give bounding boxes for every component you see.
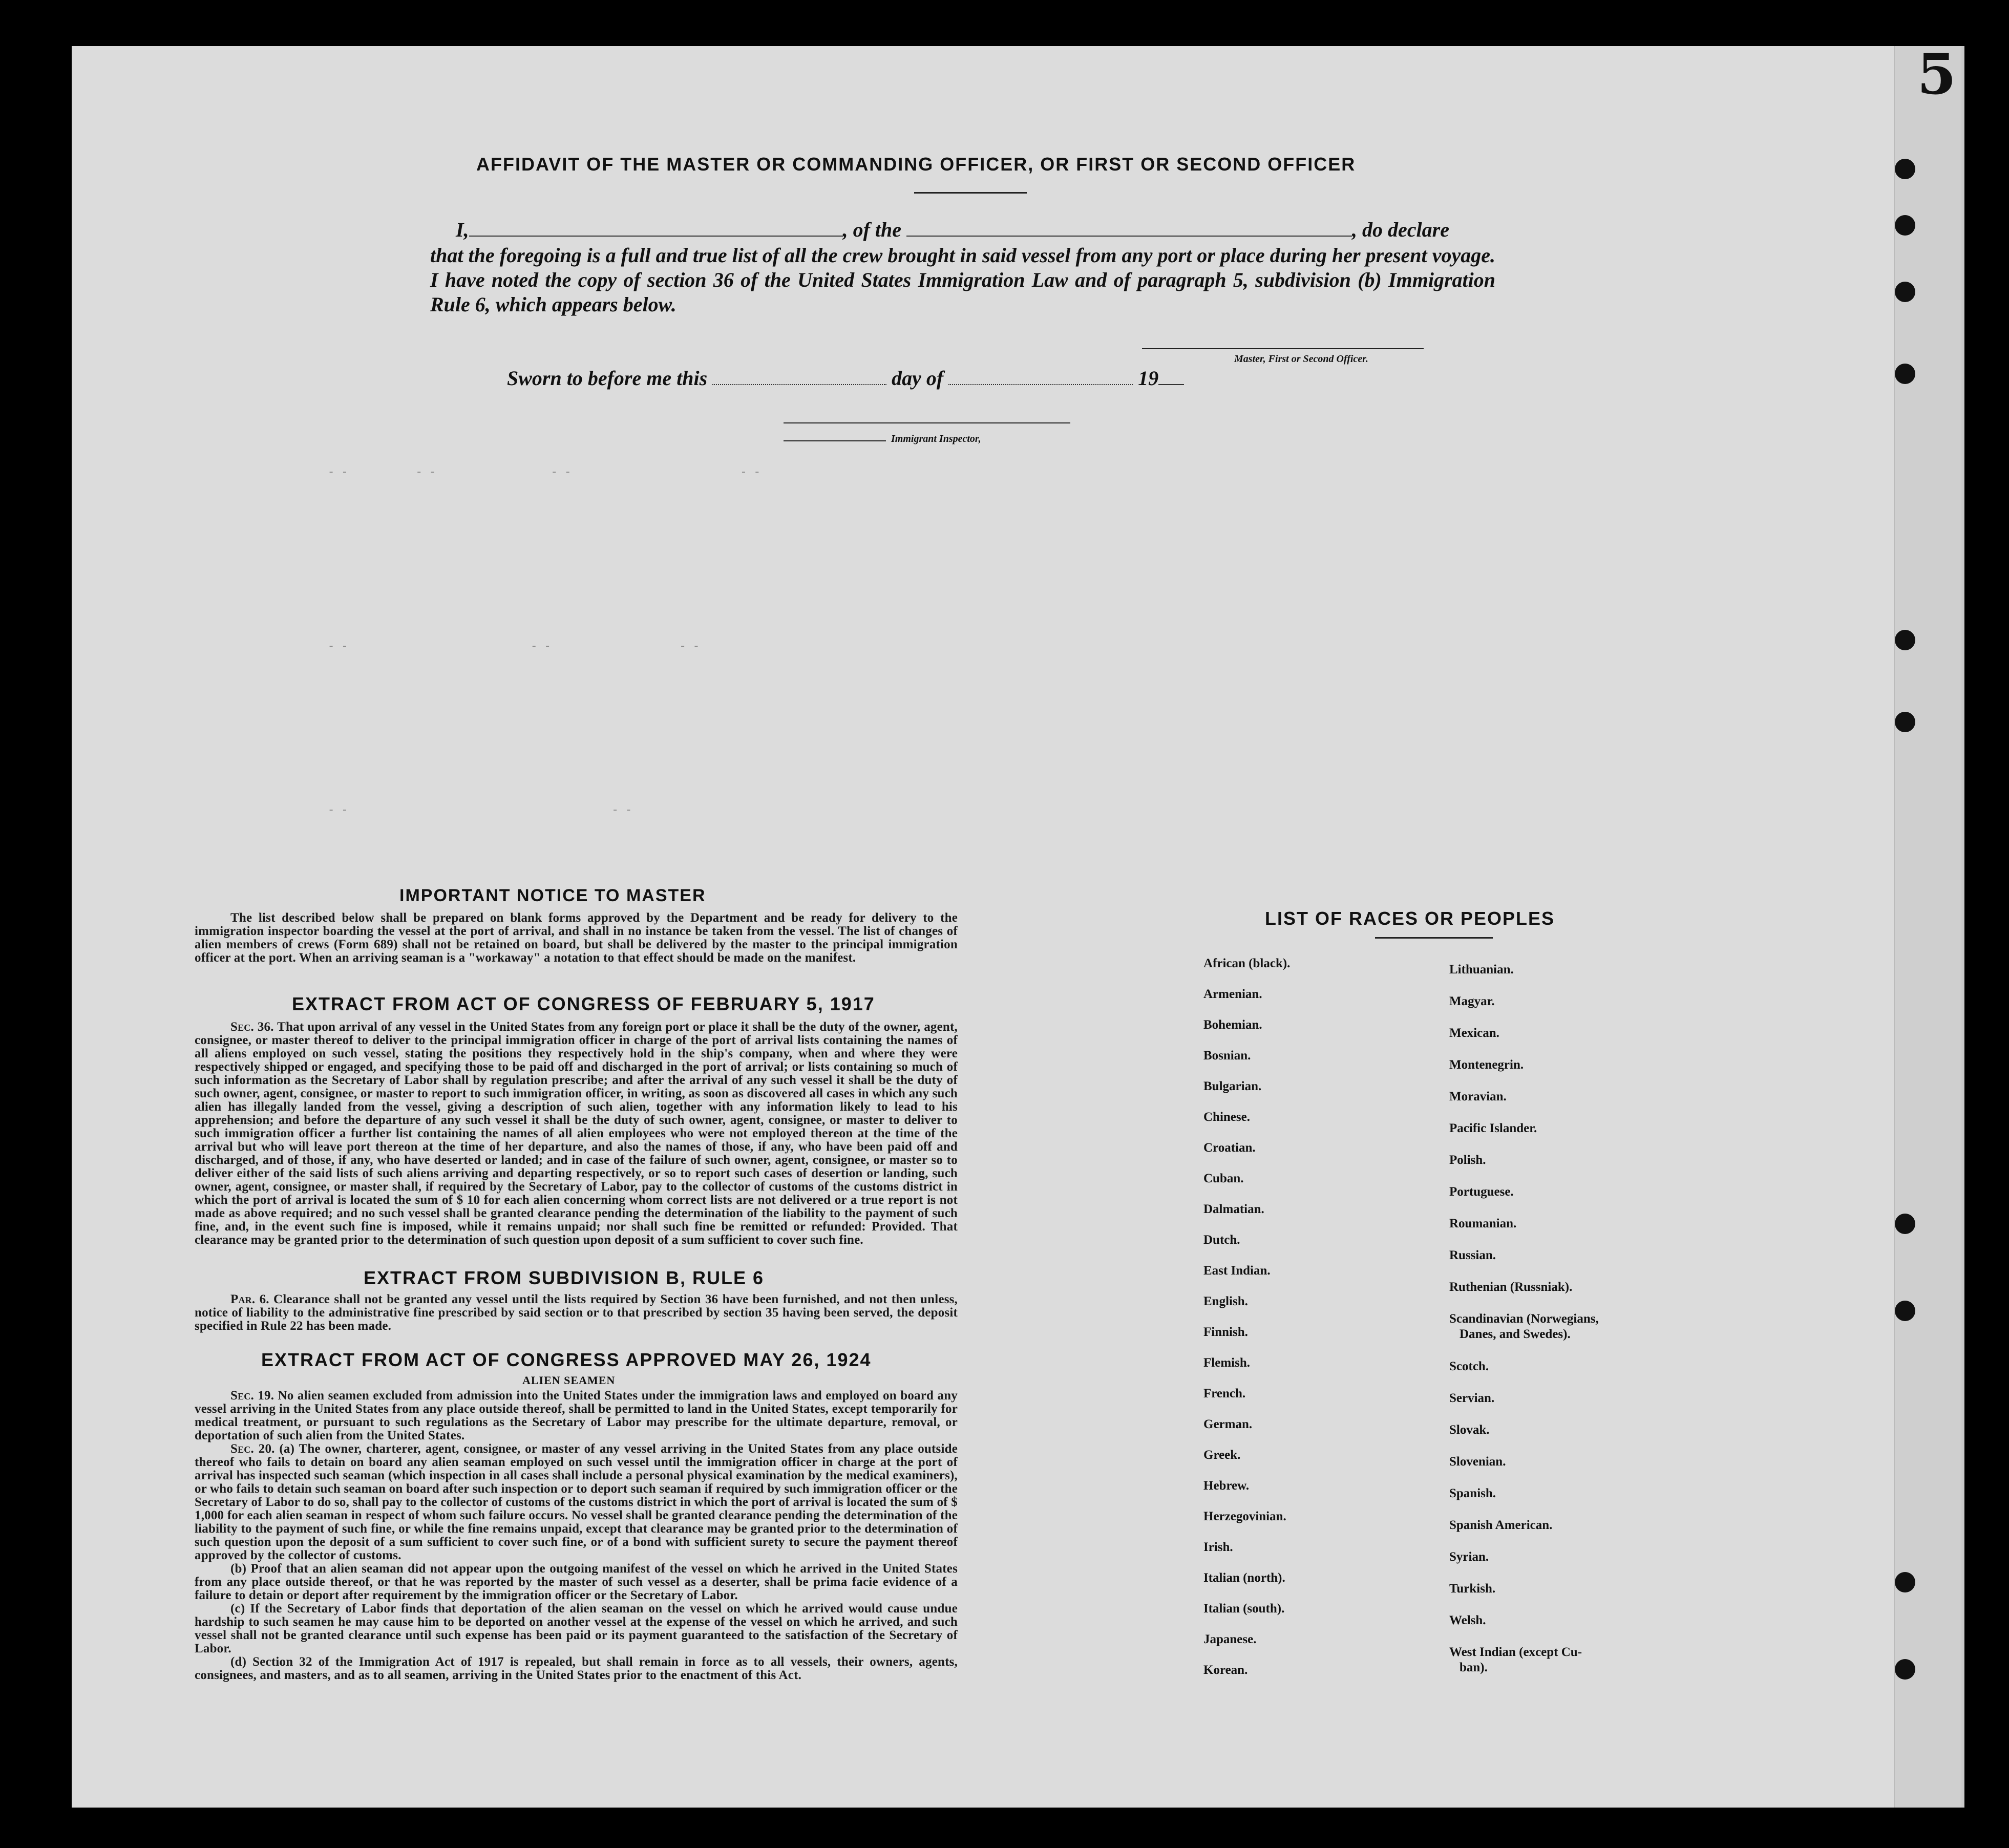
par-6-text: Clearance shall not be granted any vessel until the lists required by Section 36 have been furnished, and not then unless, notice of liability to the administrative fine prescribed by said section or to that prescribed by section 35 having been served, the deposit specified in Rule 22 has been made.: [195, 1292, 958, 1333]
punch-hole: [1895, 1659, 1915, 1680]
sworn-prefix: Sworn to before me this: [507, 367, 708, 390]
races-title-underline: [1375, 937, 1493, 939]
sec-20d-paragraph: (d) Section 32 of the Immigration Act of 1917 is repealed, but shall remain in force as to all vessels, their owners, agents, consignees, and masters, and as to all seamen, arriving in the United States prior to the enactment of this Act.: [195, 1655, 958, 1682]
sworn-day-field[interactable]: [712, 369, 886, 385]
race-item: Danes, and Swedes).: [1460, 1327, 1571, 1341]
race-item: Irish.: [1203, 1540, 1233, 1554]
race-item: Ruthenian (Russniak).: [1449, 1280, 1573, 1294]
vessel-name-field[interactable]: [906, 220, 1352, 237]
document-sheet: [72, 46, 1964, 1808]
race-item: Spanish.: [1449, 1486, 1496, 1500]
officer-name-field[interactable]: [469, 220, 843, 237]
race-item: Montenegrin.: [1449, 1058, 1524, 1072]
notice-body: The list described below shall be prepared on blank forms approved by the Department and be ready for delivery to the immigration inspector boarding the vessel at the port of arrival, and shall in no instance be taken from the vessel. The list of changes of alien members of crews (Form 689) shall not be retained on board, but shall be delivered by the master to the principal immigration officer at the port. When an arriving seaman is a "workaway" a notation to that effect should be made on the manifest.: [195, 911, 958, 965]
race-item: Italian (north).: [1203, 1571, 1285, 1585]
race-item: Bulgarian.: [1203, 1079, 1262, 1093]
extract-1917-body: [195, 1021, 958, 1247]
race-item: Turkish.: [1449, 1582, 1496, 1596]
punch-hole: [1895, 1214, 1915, 1234]
race-item: Syrian.: [1449, 1550, 1489, 1564]
race-item: Armenian.: [1203, 987, 1262, 1001]
punch-hole: [1895, 282, 1915, 302]
races-title: LIST OF RACES OR PEOPLES: [1265, 908, 1555, 929]
race-item: Roumanian.: [1449, 1217, 1517, 1230]
par-6-label: Par. 6.: [230, 1292, 269, 1306]
punch-hole: [1895, 1572, 1915, 1592]
race-item: Russian.: [1449, 1248, 1496, 1262]
extract-1917-title: EXTRACT FROM ACT OF CONGRESS OF FEBRUARY 5, 1917: [292, 993, 875, 1014]
extract-rule6-title: EXTRACT FROM SUBDIVISION B, RULE 6: [364, 1267, 765, 1288]
race-item: ban).: [1460, 1661, 1488, 1674]
race-item: West Indian (except Cu-: [1449, 1645, 1582, 1659]
affidavit-line-1: [430, 218, 1480, 242]
race-item: Welsh.: [1449, 1613, 1486, 1627]
signature-caption: Master, First or Second Officer.: [1234, 353, 1368, 365]
sec-19-label: Sec. 19.: [230, 1389, 274, 1403]
race-item: East Indian.: [1203, 1264, 1271, 1278]
race-item: Polish.: [1449, 1153, 1486, 1167]
punch-hole: [1895, 630, 1915, 650]
extract-rule6-body: [195, 1293, 958, 1333]
race-item: Spanish American.: [1449, 1518, 1553, 1532]
punch-hole: [1895, 712, 1915, 732]
race-item: English.: [1203, 1294, 1248, 1308]
signature-line[interactable]: [1142, 348, 1424, 349]
race-item: Finnish.: [1203, 1325, 1248, 1339]
sec-20a-paragraph: [195, 1442, 958, 1562]
race-item: Greek.: [1203, 1448, 1241, 1462]
race-item: German.: [1203, 1417, 1253, 1431]
sec-20c-paragraph: (c) If the Secretary of Labor finds that deportation of the alien seaman on the vessel on which he arrived would cause undue hardship to such seamen he may cause him to be deported on another vessel at the expense of the vessel on which he arrived, and such vessel shall not be granted clearance until such expense has been paid or its payment guaranteed to the satisfaction of the Secretary of Labor.: [195, 1602, 958, 1655]
inspector-line[interactable]: [784, 422, 1070, 423]
race-item: Dutch.: [1203, 1233, 1240, 1247]
race-item: Croatian.: [1203, 1141, 1256, 1155]
bleed-through-marks: - - - - - -: [328, 640, 700, 653]
race-item: Flemish.: [1203, 1356, 1250, 1370]
race-item: Slovak.: [1449, 1423, 1490, 1437]
sec-36-label: Sec. 36.: [230, 1020, 274, 1034]
race-item: Moravian.: [1449, 1090, 1507, 1103]
race-item: Slovenian.: [1449, 1455, 1506, 1469]
punch-hole: [1895, 215, 1915, 236]
affidavit-i: I,: [456, 218, 469, 241]
extract-1924-title: EXTRACT FROM ACT OF CONGRESS APPROVED MAY 26, 1924: [261, 1349, 872, 1370]
race-item: Lithuanian.: [1449, 963, 1514, 976]
punch-hole: [1895, 364, 1915, 384]
affidavit-do-declare: , do declare: [1352, 218, 1449, 241]
race-item: African (black).: [1203, 957, 1291, 970]
race-item: Magyar.: [1449, 994, 1495, 1008]
sec-19-paragraph: [195, 1389, 958, 1442]
race-item: Korean.: [1203, 1663, 1248, 1677]
punch-hole: [1895, 159, 1915, 179]
affidavit-body: that the foregoing is a full and true list of all the crew brought in said vessel from any port or place during her present voyage. I have noted the copy of section 36 of the United States Immigration Law and of paragraph 5, subdivision (b) Immigration Rule 6, which appears below.: [430, 244, 1495, 316]
affidavit-of-the: , of the: [842, 218, 902, 241]
notice-title: IMPORTANT NOTICE TO MASTER: [399, 886, 706, 905]
race-item: Hebrew.: [1203, 1479, 1250, 1493]
bleed-through-marks: - - - - - - - -: [328, 466, 760, 479]
race-item: Bosnian.: [1203, 1049, 1251, 1063]
sec-20-label: Sec. 20.: [230, 1442, 275, 1456]
race-item: Italian (south).: [1203, 1602, 1285, 1616]
punch-hole: [1895, 1301, 1915, 1321]
sworn-year-field[interactable]: [1158, 369, 1184, 385]
race-item: Scotch.: [1449, 1360, 1489, 1373]
sworn-line: [507, 366, 1275, 391]
race-item: Japanese.: [1203, 1632, 1257, 1646]
race-item: French.: [1203, 1387, 1246, 1400]
title-underline: [914, 192, 1027, 194]
race-item: Mexican.: [1449, 1026, 1499, 1040]
sworn-month-field[interactable]: [948, 369, 1133, 385]
sworn-day-label: day of: [892, 367, 944, 390]
inspector-line-short: [784, 440, 886, 441]
corner-page-mark: 5: [1917, 46, 1956, 107]
bleed-through-marks: - - - -: [328, 804, 632, 817]
affidavit-title: AFFIDAVIT OF THE MASTER OR COMMANDING OFFICER, OR FIRST OR SECOND OFFICER: [476, 154, 1356, 175]
inspector-caption: Immigrant Inspector,: [891, 433, 981, 444]
sec-19-text: No alien seamen excluded from admission into the United States under the immigration laws and employed on board any vessel arriving in the United States from any place outside thereof, shall be permitted to land in the United States, except temporarily for medical treatment, or pursuant to such regulations as the Secretary of Labor may prescribe for the ultimate departure, removal, or deportation of such alien from the United States.: [195, 1389, 958, 1442]
sec-36-text: That upon arrival of any vessel in the United States from any foreign port or place it shall be the duty of the owner, agent, consignee, or master thereof to deliver to the principal immigration officer in charge of the port of arrival lists containing the names of all aliens employed on such vessel, stating the positions they respectively hold in the ship's company, when and where they were respectively shipped or engaged, and specifying those to be paid off and discharged in the port of arrival; or lists containing so much of such information as the Secretary of Labor shall by regulation prescribe; and after the arrival of any such vessel it shall be the duty of such owner, agent, consignee, or master to report to such immigration officer, in writing, as soon as discovered all cases in which any such alien has illegally landed from the vessel, giving a description of such alien, together with any information likely to lead to his apprehension; and before the departure of any such vessel it shall be the duty of such owner, agent, consignee, or master to deliver to such immigration officer a further list containing the names of all alien employees who were not employed thereon at the time of the arrival but who will leave port thereon at the time of her departure, and also the names of those, if any, who have been paid off and discharged, and of those, if any, who have deserted or landed; and in case of the failure of such owner, agent, consignee, or master so to deliver either of the said lists of such aliens arriving and departing respectively, or so to report such cases of desertion or landing, such owner, agent, consignee, or master shall, if required by the Secretary of Labor, pay to the collector of customs of the customs district in which the port of arrival is located the sum of $ 10 for each alien concerning whom correct lists are not delivered or a true report is not made as above required; and no such vessel shall be granted clearance pending the determination of the liability to the payment of such fine, and, in the event such fine is imposed, while it remains unpaid; nor shall such fine be remitted or refunded: Provided. That clearance may be granted prior to the determination of such question upon deposit of a sum sufficient to cover such fine.: [195, 1020, 958, 1247]
sec-20a-text: (a) The owner, charterer, agent, consignee, or master of any vessel arriving in the United States from any place outside thereof who fails to detain on board any alien seaman employed on such vessel until the immigration officer in charge at the port of arrival has inspected such seaman (which inspection in all cases shall include a personal physical examination by the medical examiners), or who fails to detain such seaman on board after such inspection or to deport such seaman if required by such immigration officer or the Secretary of Labor to do so, shall pay to the collector of customs of the customs district in which the port of arrival is located the sum of $ 1,000 for each alien seaman in respect of whom such failure occurs. No vessel shall be granted clearance pending the determination of the liability to the payment of such fine, or while the fine remains unpaid, except that clearance may be granted prior to the determination of such question upon the deposit of a sum sufficient to cover such fine, or of a bond with sufficient surety to secure the payment thereof approved by the collector of customs.: [195, 1442, 958, 1562]
race-item: Servian.: [1449, 1391, 1495, 1405]
race-item: Herzegovinian.: [1203, 1510, 1286, 1523]
race-item: Portuguese.: [1449, 1185, 1514, 1199]
page-edge-strip: [1894, 46, 1961, 1808]
alien-seamen-subtitle: ALIEN SEAMEN: [522, 1374, 616, 1387]
extract-1924-body: [195, 1389, 958, 1682]
sec-20b-paragraph: (b) Proof that an alien seaman did not appear upon the outgoing manifest of the vessel on which he arrived in the United States from any place outside thereof, or that he was reported by the master of such vessel as a deserter, shall be prima facie evidence of a failure to detain or deport after requirement by the immigration officer or the Secretary of Labor.: [195, 1562, 958, 1602]
race-item: Bohemian.: [1203, 1018, 1262, 1032]
race-item: Cuban.: [1203, 1172, 1244, 1185]
race-item: Pacific Islander.: [1449, 1121, 1537, 1135]
race-item: Chinese.: [1203, 1110, 1250, 1124]
race-item: Dalmatian.: [1203, 1202, 1264, 1216]
sworn-year-prefix: 19: [1138, 367, 1159, 390]
race-item: Scandinavian (Norwegians,: [1449, 1312, 1599, 1326]
